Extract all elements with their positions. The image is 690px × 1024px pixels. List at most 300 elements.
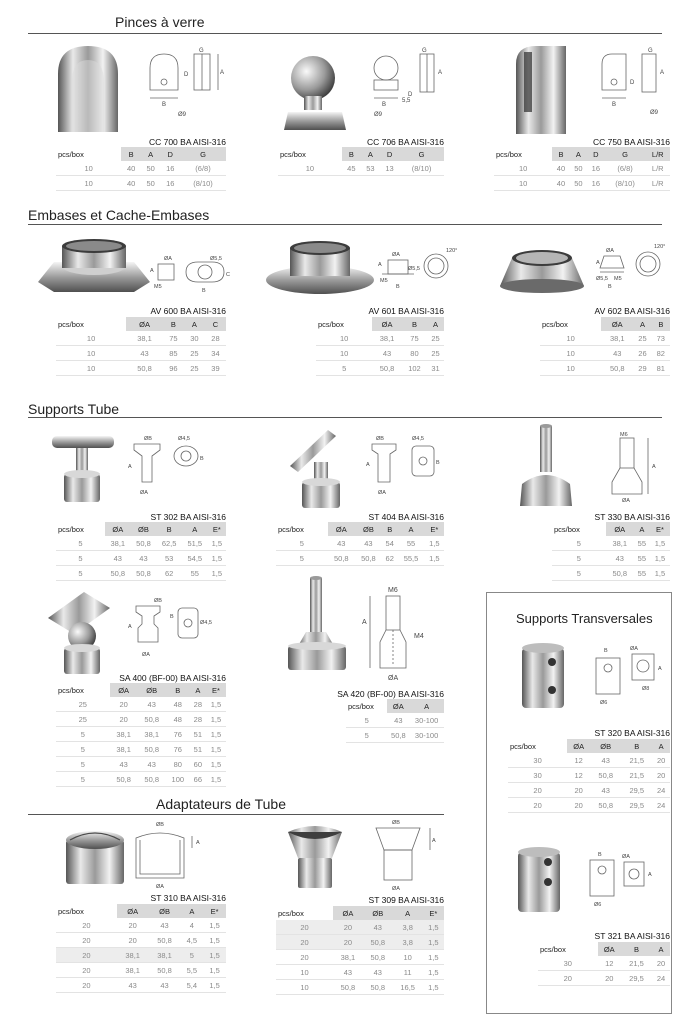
table-cell: 20 bbox=[56, 978, 117, 993]
table-header: pcs/box bbox=[540, 944, 566, 954]
table-cell: 5 bbox=[552, 551, 606, 566]
table-cell: 20 bbox=[508, 798, 567, 813]
st320-dim-o6: Ø6 bbox=[600, 700, 608, 706]
table-cell: 5,4 bbox=[180, 978, 203, 993]
table-cell: 51,5 bbox=[182, 536, 208, 551]
table-row bbox=[346, 728, 444, 743]
table-cell: 30 bbox=[508, 768, 567, 783]
sa420-model-label: SA 420 (BF-00) BA AISI-316 bbox=[337, 689, 444, 699]
av602-dim-120: 120° bbox=[654, 244, 666, 250]
table-cell: 38,1 bbox=[149, 948, 181, 963]
st330-diagram bbox=[606, 428, 670, 504]
table-header: G bbox=[605, 147, 646, 161]
table-row bbox=[56, 918, 226, 933]
table-cell: 50 bbox=[141, 161, 161, 176]
table-header: ØA bbox=[601, 317, 633, 331]
table-cell: 1,5 bbox=[206, 697, 226, 712]
table-cell: 43 bbox=[601, 346, 633, 361]
av601-dim-o55: Ø5,5 bbox=[408, 266, 420, 272]
table-cell: 66 bbox=[190, 772, 206, 787]
table-cell: 10 bbox=[494, 161, 552, 176]
table-row bbox=[552, 551, 670, 566]
table-cell: 20 bbox=[56, 933, 117, 948]
table-cell: 38,1 bbox=[138, 727, 166, 742]
table-cell: 20 bbox=[652, 956, 670, 971]
st320-diagram bbox=[590, 644, 670, 706]
table-header: A bbox=[184, 317, 205, 331]
av601-dim-m5: M5 bbox=[380, 278, 388, 284]
section-title-embases: Embases et Cache-Embases bbox=[28, 207, 210, 223]
table-cell: 50,8 bbox=[131, 536, 157, 551]
table-cell: 29 bbox=[633, 361, 651, 376]
st310-dim-oa: ØA bbox=[156, 884, 164, 890]
table-header: B bbox=[156, 522, 182, 536]
table-cell: 43 bbox=[606, 551, 634, 566]
table-header: ØA bbox=[105, 522, 131, 536]
table-row bbox=[56, 948, 226, 963]
table-cell: 5 bbox=[56, 727, 110, 742]
table-cell: 20 bbox=[598, 971, 621, 986]
table-cell: 50,8 bbox=[590, 768, 621, 783]
table-header: pcs/box bbox=[58, 906, 84, 916]
table-header: A bbox=[361, 147, 380, 161]
table-cell: 40 bbox=[552, 161, 569, 176]
table-header: ØA bbox=[333, 906, 363, 920]
table-cell: 38,1 bbox=[117, 963, 149, 978]
cc706-product-photo bbox=[280, 52, 350, 132]
av602-diagram bbox=[596, 242, 670, 288]
table-row bbox=[56, 536, 226, 551]
av601-diagram bbox=[378, 246, 464, 290]
table-cell: 5 bbox=[56, 566, 105, 581]
table-cell: 12 bbox=[598, 956, 621, 971]
st321-dim-b: B bbox=[598, 852, 602, 858]
table-cell: 80 bbox=[166, 757, 190, 772]
table-cell: 55 bbox=[634, 566, 650, 581]
table-header: ØB bbox=[355, 522, 382, 536]
table-cell: 50,8 bbox=[333, 980, 363, 995]
table-cell: 10 bbox=[393, 950, 423, 965]
table-header: ØA bbox=[567, 739, 590, 753]
table-header: A bbox=[393, 906, 423, 920]
table-cell: 1,5 bbox=[423, 935, 444, 950]
cc750-dim-d: D bbox=[630, 80, 635, 86]
table-header: pcs/box bbox=[278, 524, 304, 534]
table-header: B bbox=[402, 317, 427, 331]
sa420-diagram bbox=[360, 580, 444, 682]
table-header: G bbox=[180, 147, 226, 161]
table-cell: 21,5 bbox=[621, 768, 652, 783]
table-header: A bbox=[190, 683, 206, 697]
table-cell: 25 bbox=[56, 697, 110, 712]
table-cell: 20 bbox=[333, 935, 363, 950]
table-cell: 5 bbox=[552, 536, 606, 551]
cc706-dim-o9: Ø9 bbox=[374, 112, 383, 118]
table-header: B bbox=[621, 739, 652, 753]
cc706-dim-g: G bbox=[422, 48, 427, 54]
cc706-dim-b: B bbox=[382, 102, 387, 108]
table-cell: 38,1 bbox=[601, 331, 633, 346]
section-title-adaptateurs: Adaptateurs de Tube bbox=[156, 796, 286, 812]
table-header: ØB bbox=[138, 683, 166, 697]
table-cell: (8/10) bbox=[605, 176, 646, 191]
table-row bbox=[538, 956, 670, 971]
av602-spec-table bbox=[540, 317, 670, 376]
st320-dim-o8: Ø8 bbox=[642, 686, 650, 692]
table-cell: 82 bbox=[652, 346, 670, 361]
table-cell: 10 bbox=[56, 176, 121, 191]
table-cell: 1,5 bbox=[208, 551, 226, 566]
table-cell: 5 bbox=[276, 551, 328, 566]
st330-spec-table bbox=[552, 522, 670, 581]
table-header: A bbox=[397, 522, 424, 536]
st310-product-photo bbox=[62, 824, 128, 886]
table-cell: 1,5 bbox=[203, 963, 226, 978]
table-header: ØA bbox=[110, 683, 138, 697]
table-cell: 38,1 bbox=[606, 536, 634, 551]
table-cell: (8/10) bbox=[180, 176, 226, 191]
st310-dim-a: A bbox=[196, 840, 200, 846]
st404-dim-a: A bbox=[366, 462, 370, 468]
st330-product-photo bbox=[512, 422, 582, 508]
st302-dim-b: B bbox=[200, 456, 204, 462]
table-cell: 50,8 bbox=[105, 566, 131, 581]
sa400-dim-b: B bbox=[170, 614, 174, 620]
st310-dim-ob: ØB bbox=[156, 822, 164, 828]
table-header: B bbox=[163, 317, 184, 331]
table-cell: 1,5 bbox=[206, 757, 226, 772]
table-cell: 28 bbox=[190, 697, 206, 712]
table-cell: 50,8 bbox=[126, 361, 163, 376]
table-cell: 43 bbox=[387, 713, 409, 728]
table-cell: 5 bbox=[56, 757, 110, 772]
table-header: pcs/box bbox=[496, 149, 522, 159]
table-cell: 43 bbox=[138, 757, 166, 772]
table-cell: 80 bbox=[402, 346, 427, 361]
table-header: E* bbox=[206, 683, 226, 697]
table-row bbox=[494, 161, 670, 176]
cc750-product-photo bbox=[510, 42, 572, 136]
table-cell: 20 bbox=[56, 918, 117, 933]
av602-dim-oa: ØA bbox=[606, 248, 614, 254]
table-row bbox=[316, 361, 444, 376]
section-rule bbox=[28, 224, 662, 225]
table-header: A bbox=[141, 147, 161, 161]
table-cell: 1,5 bbox=[425, 551, 444, 566]
table-cell: 55 bbox=[634, 551, 650, 566]
st302-diagram bbox=[126, 434, 206, 498]
table-cell: 21,5 bbox=[621, 753, 652, 768]
av600-model-label: AV 600 BA AISI-316 bbox=[150, 306, 226, 316]
table-cell: 43 bbox=[105, 551, 131, 566]
table-cell: 20 bbox=[56, 948, 117, 963]
table-cell: 30-100 bbox=[409, 728, 444, 743]
sa420-dim-a: A bbox=[362, 619, 367, 626]
cc750-dim-a: A bbox=[660, 70, 665, 76]
table-header: A bbox=[427, 317, 444, 331]
st321-dim-a: A bbox=[648, 872, 652, 878]
table-cell: 43 bbox=[117, 978, 149, 993]
st404-dim-b: B bbox=[436, 460, 440, 466]
table-cell: 20 bbox=[110, 712, 138, 727]
table-header: ØA bbox=[372, 317, 402, 331]
sa400-diagram bbox=[126, 594, 218, 664]
table-row bbox=[56, 331, 226, 346]
st320-product-photo bbox=[516, 640, 570, 712]
table-cell: 5 bbox=[56, 742, 110, 757]
table-header: E* bbox=[203, 904, 226, 918]
table-cell: 29,5 bbox=[621, 783, 652, 798]
table-cell: 25 bbox=[184, 361, 205, 376]
table-cell: 34 bbox=[205, 346, 226, 361]
table-cell: 10 bbox=[56, 346, 126, 361]
st321-spec-table bbox=[538, 942, 670, 986]
table-cell: 38,1 bbox=[372, 331, 402, 346]
table-cell: 4,5 bbox=[180, 933, 203, 948]
table-cell: 54,5 bbox=[182, 551, 208, 566]
table-header: B bbox=[166, 683, 190, 697]
table-row bbox=[494, 176, 670, 191]
table-cell: 62 bbox=[382, 551, 397, 566]
table-cell: 55 bbox=[182, 566, 208, 581]
table-cell: 1,5 bbox=[203, 933, 226, 948]
av602-product-photo bbox=[494, 236, 590, 294]
table-header: A bbox=[570, 147, 587, 161]
st320-dim-b: B bbox=[604, 648, 608, 654]
av600-dim-a: A bbox=[150, 268, 154, 274]
table-header: D bbox=[587, 147, 604, 161]
table-cell: L/R bbox=[646, 176, 670, 191]
table-cell: 10 bbox=[540, 346, 601, 361]
table-cell: 50,8 bbox=[372, 361, 402, 376]
table-cell: 10 bbox=[276, 965, 333, 980]
table-row bbox=[56, 161, 226, 176]
table-row bbox=[538, 971, 670, 986]
table-cell: 1,5 bbox=[206, 727, 226, 742]
table-cell: 24 bbox=[652, 783, 670, 798]
av600-diagram bbox=[150, 254, 230, 294]
table-cell: 5 bbox=[346, 728, 387, 743]
table-cell: 4 bbox=[180, 918, 203, 933]
table-row bbox=[56, 933, 226, 948]
cc706-dim-d: D bbox=[408, 92, 413, 98]
st320-spec-table bbox=[508, 739, 670, 813]
st404-product-photo bbox=[284, 426, 356, 510]
table-header: B bbox=[621, 942, 652, 956]
sa400-dim-a: A bbox=[128, 624, 132, 630]
table-cell: 20 bbox=[276, 935, 333, 950]
av600-dim-c: C bbox=[226, 272, 230, 278]
table-cell: 28 bbox=[205, 331, 226, 346]
table-cell: 1,5 bbox=[425, 536, 444, 551]
table-header: B bbox=[652, 317, 670, 331]
table-cell: 50,8 bbox=[601, 361, 633, 376]
sa400-product-photo bbox=[44, 590, 116, 676]
section-rule bbox=[28, 814, 444, 815]
st309-diagram bbox=[368, 816, 442, 892]
table-row bbox=[540, 346, 670, 361]
table-cell: 5 bbox=[276, 536, 328, 551]
table-cell: 20 bbox=[652, 768, 670, 783]
table-header: pcs/box bbox=[348, 701, 374, 711]
st321-model-label: ST 321 BA AISI-316 bbox=[594, 931, 670, 941]
table-cell: 16 bbox=[160, 176, 180, 191]
table-cell: 50,8 bbox=[138, 772, 166, 787]
table-cell: 30 bbox=[184, 331, 205, 346]
table-cell: 1,5 bbox=[206, 772, 226, 787]
cc700-spec-table bbox=[56, 147, 226, 191]
table-cell: 25 bbox=[427, 346, 444, 361]
cc750-diagram bbox=[598, 46, 670, 120]
table-cell: 43 bbox=[328, 536, 355, 551]
table-row bbox=[276, 980, 444, 995]
st404-model-label: ST 404 BA AISI-316 bbox=[368, 512, 444, 522]
table-header: B bbox=[342, 147, 361, 161]
table-row bbox=[540, 331, 670, 346]
table-cell: 10 bbox=[316, 346, 372, 361]
av601-spec-table bbox=[316, 317, 444, 376]
table-row bbox=[276, 551, 444, 566]
cc706-spec-table bbox=[278, 147, 444, 176]
table-cell: 10 bbox=[276, 980, 333, 995]
table-cell: 13 bbox=[380, 161, 399, 176]
table-row bbox=[508, 768, 670, 783]
sa420-dim-m4: M4 bbox=[414, 633, 424, 640]
table-cell: 50,8 bbox=[363, 980, 393, 995]
section-rule bbox=[28, 417, 662, 418]
table-cell: 76 bbox=[166, 727, 190, 742]
table-cell: 50 bbox=[570, 176, 587, 191]
table-cell: 5 bbox=[316, 361, 372, 376]
table-header: B bbox=[121, 147, 141, 161]
table-cell: 81 bbox=[652, 361, 670, 376]
table-row bbox=[508, 783, 670, 798]
table-row bbox=[552, 536, 670, 551]
av602-dim-o55: Ø5,5 bbox=[596, 276, 608, 282]
table-row bbox=[540, 361, 670, 376]
table-cell: 25 bbox=[56, 712, 110, 727]
table-header: ØA bbox=[606, 522, 634, 536]
table-cell: 10 bbox=[56, 331, 126, 346]
av602-dim-a: A bbox=[596, 260, 600, 266]
table-cell: 55,5 bbox=[397, 551, 424, 566]
table-cell: 1,5 bbox=[206, 742, 226, 757]
st309-model-label: ST 309 BA AISI-316 bbox=[368, 895, 444, 905]
sa420-spec-table bbox=[346, 699, 444, 743]
table-row bbox=[276, 950, 444, 965]
table-row bbox=[56, 742, 226, 757]
table-cell: 60 bbox=[190, 757, 206, 772]
table-cell: 21,5 bbox=[621, 956, 652, 971]
table-cell: 50,8 bbox=[328, 551, 355, 566]
table-header: pcs/box bbox=[542, 319, 568, 329]
st302-model-label: ST 302 BA AISI-316 bbox=[150, 512, 226, 522]
st302-product-photo bbox=[48, 430, 118, 506]
table-header: ØA bbox=[126, 317, 163, 331]
sa400-dim-o45: Ø4,5 bbox=[200, 620, 212, 626]
table-cell: 85 bbox=[163, 346, 184, 361]
av600-dim-o55: Ø5,5 bbox=[210, 256, 222, 262]
table-cell: 50,8 bbox=[131, 566, 157, 581]
cc750-spec-table bbox=[494, 147, 670, 191]
table-row bbox=[56, 978, 226, 993]
table-header: E* bbox=[208, 522, 226, 536]
table-row bbox=[276, 536, 444, 551]
st302-spec-table bbox=[56, 522, 226, 581]
sa420-dim-oa: ØA bbox=[388, 675, 399, 682]
section-rule bbox=[28, 33, 662, 34]
table-header: ØB bbox=[590, 739, 621, 753]
table-cell: 38,1 bbox=[117, 948, 149, 963]
table-cell: 50,8 bbox=[138, 712, 166, 727]
st320-dim-a: A bbox=[658, 666, 662, 672]
table-cell: 55 bbox=[397, 536, 424, 551]
table-cell: 1,5 bbox=[203, 948, 226, 963]
av602-dim-b: B bbox=[608, 284, 612, 288]
table-row bbox=[56, 566, 226, 581]
table-cell: 50,8 bbox=[387, 728, 409, 743]
table-row bbox=[56, 551, 226, 566]
table-header: G bbox=[399, 147, 444, 161]
cc700-model-label: CC 700 BA AISI-316 bbox=[148, 137, 226, 147]
table-cell: (8/10) bbox=[399, 161, 444, 176]
table-cell: 5 bbox=[56, 551, 105, 566]
table-cell: 16,5 bbox=[393, 980, 423, 995]
table-cell: 10 bbox=[540, 361, 601, 376]
table-cell: 5 bbox=[180, 948, 203, 963]
st309-product-photo bbox=[284, 822, 346, 890]
table-cell: 43 bbox=[149, 918, 181, 933]
table-cell: 76 bbox=[166, 742, 190, 757]
table-cell: 38,1 bbox=[105, 536, 131, 551]
av601-dim-oa: ØA bbox=[392, 252, 400, 258]
st330-dim-m6: M6 bbox=[620, 432, 628, 438]
sa400-model-label: SA 400 (BF-00) BA AISI-316 bbox=[119, 673, 226, 683]
table-header: ØA bbox=[598, 942, 621, 956]
table-header: L/R bbox=[646, 147, 670, 161]
cc750-dim-b: B bbox=[612, 102, 617, 108]
table-header: A bbox=[652, 739, 670, 753]
table-cell: 20 bbox=[276, 920, 333, 935]
table-cell: 96 bbox=[163, 361, 184, 376]
table-cell: 48 bbox=[166, 712, 190, 727]
st404-dim-oa: ØA bbox=[378, 490, 386, 496]
cc700-dim-b: B bbox=[162, 102, 167, 108]
table-cell: 30-100 bbox=[409, 713, 444, 728]
table-row bbox=[56, 712, 226, 727]
table-row bbox=[56, 176, 226, 191]
table-cell: 5 bbox=[552, 566, 606, 581]
table-header: A bbox=[409, 699, 444, 713]
table-cell: 3,8 bbox=[393, 920, 423, 935]
table-cell: 20 bbox=[567, 783, 590, 798]
av600-dim-oa: ØA bbox=[164, 256, 172, 262]
table-cell: 50,8 bbox=[363, 935, 393, 950]
st330-dim-oa: ØA bbox=[622, 498, 630, 504]
table-header: B bbox=[382, 522, 397, 536]
table-row bbox=[56, 361, 226, 376]
st320-dim-oa: ØA bbox=[630, 646, 638, 652]
table-cell: 29,5 bbox=[621, 798, 652, 813]
table-cell: 62 bbox=[156, 566, 182, 581]
table-cell: 43 bbox=[126, 346, 163, 361]
table-cell: 38,1 bbox=[110, 742, 138, 757]
table-cell: 20 bbox=[538, 971, 598, 986]
table-cell: 1,5 bbox=[208, 566, 226, 581]
cc706-diagram bbox=[368, 46, 448, 120]
table-cell: 43 bbox=[131, 551, 157, 566]
table-cell: 5 bbox=[56, 772, 110, 787]
